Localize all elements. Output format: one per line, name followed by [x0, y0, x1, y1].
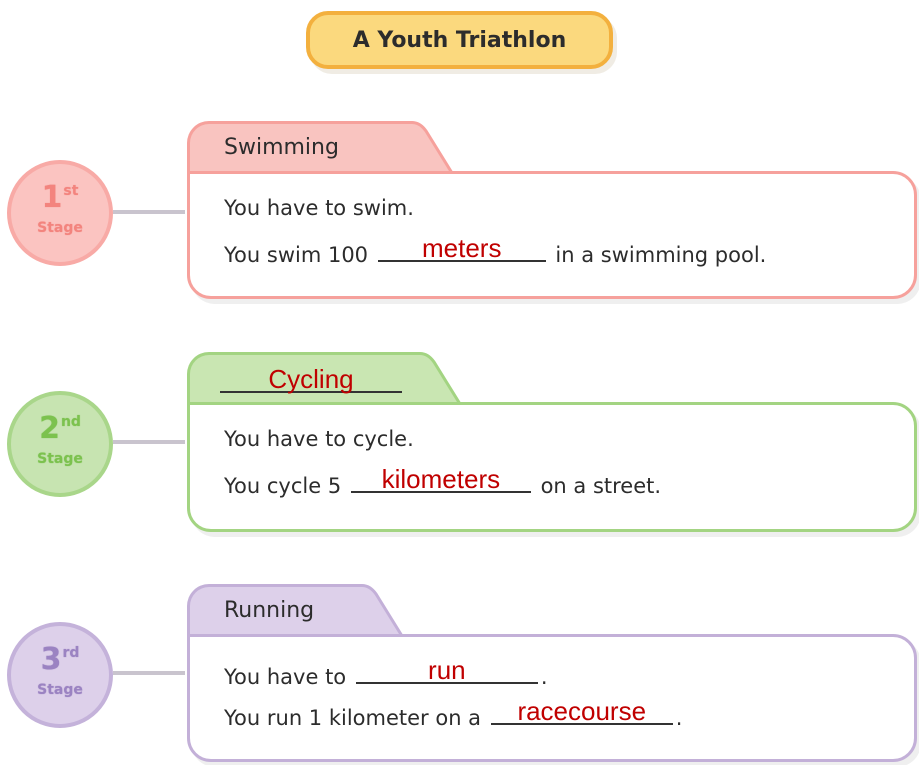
stage-2-tab-slant	[410, 352, 464, 404]
stage-3-line-1-after: .	[540, 665, 548, 690]
stage-2-tab-blank-wrap	[220, 364, 402, 399]
stage-3-body	[187, 634, 917, 762]
stage-3-answer-2: racecourse	[517, 696, 647, 727]
stage-3-connector	[113, 671, 185, 675]
stage-2-line-2	[224, 464, 662, 499]
stage-1-card	[187, 121, 917, 301]
stage-1-line-2-after: in a swimming pool.	[555, 243, 767, 268]
stage-3-line-1	[224, 655, 548, 690]
stage-3-number: 3	[40, 642, 62, 677]
stage-3-card	[187, 584, 917, 764]
stage-2-tab-blank	[220, 364, 402, 395]
stage-3-tab	[187, 584, 355, 636]
stage-3-ordinal	[11, 643, 109, 677]
stage-1-word: Stage	[37, 220, 83, 236]
stage-2-line-1: You have to cycle.	[224, 427, 414, 451]
stage-2-answer: kilometers	[381, 464, 501, 495]
stage-3-answer-1: run	[428, 655, 466, 686]
stage-1-tab	[187, 121, 405, 173]
stage-3-line-2	[224, 696, 683, 731]
stage-1-number: 1	[41, 180, 63, 215]
stage-2-word: Stage	[37, 451, 83, 467]
stage-3-line-2-before: You run 1 kilometer on a	[224, 706, 482, 731]
stage-1-answer: meters	[422, 233, 502, 264]
stage-3-word: Stage	[37, 682, 83, 698]
stage-2-number: 2	[39, 411, 60, 446]
stage-1-ordinal	[11, 181, 109, 215]
stage-2-tab	[187, 352, 413, 404]
stage-3-blank-1	[356, 655, 538, 686]
stage-1-badge	[7, 160, 113, 266]
stage-1-blank	[378, 233, 546, 264]
stage-3-suffix: rd	[62, 645, 80, 661]
stage-2-line-2-after: on a street.	[540, 474, 662, 499]
stage-1-line-2	[224, 233, 767, 268]
stage-1-suffix: st	[63, 183, 79, 199]
stage-3-line-1-before: You have to	[224, 665, 347, 690]
worksheet-title: A Youth Triathlon	[306, 11, 613, 69]
stage-3-tab-slant	[352, 584, 406, 636]
stage-3-blank-2	[491, 696, 673, 727]
stage-2-blank	[351, 464, 531, 495]
stage-2-line-2-before: You cycle 5	[224, 474, 342, 499]
stage-2-card	[187, 352, 917, 532]
stage-2-badge	[7, 391, 113, 497]
stage-3-line-2-after: .	[675, 706, 683, 731]
stage-1-connector	[113, 210, 185, 214]
stage-3-badge	[7, 622, 113, 728]
stage-2-connector	[113, 440, 185, 444]
stage-2-ordinal	[11, 412, 109, 446]
stage-1-body	[187, 171, 917, 299]
stage-1-tab-label: Swimming	[224, 135, 339, 160]
stage-2-tab-answer: Cycling	[268, 364, 354, 395]
stage-2-body	[187, 402, 917, 532]
stage-2-suffix: nd	[60, 414, 81, 430]
stage-1-tab-slant	[402, 121, 456, 173]
stage-1-line-1: You have to swim.	[224, 196, 414, 220]
stage-1-line-2-before: You swim 100	[224, 243, 369, 268]
stage-3-tab-label: Running	[224, 598, 315, 623]
